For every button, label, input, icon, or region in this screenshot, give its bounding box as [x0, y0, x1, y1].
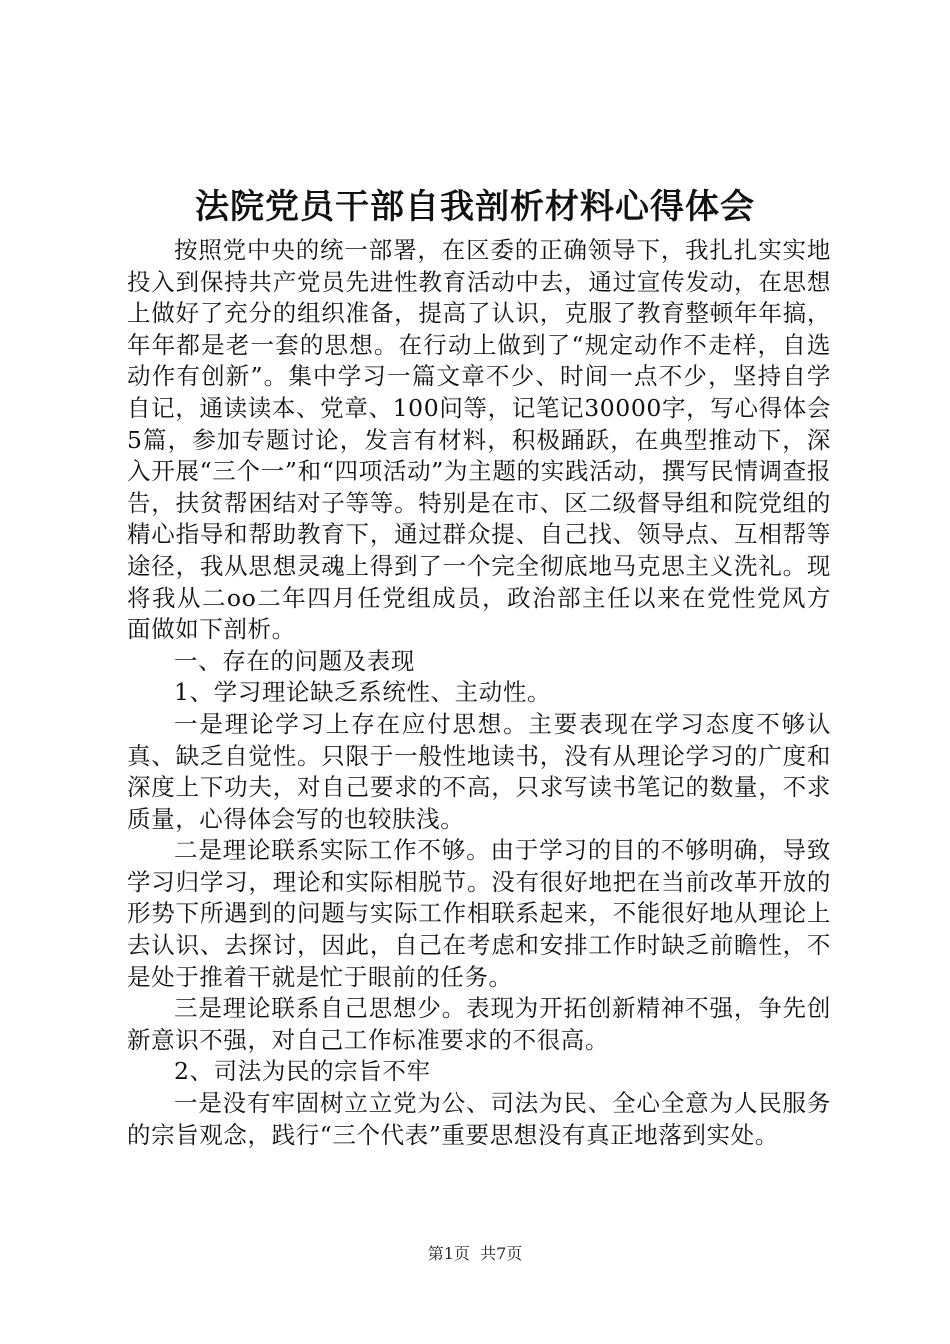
paragraph-point-three: 三是理论联系自己思想少。表现为开拓创新精神不强，争先创新意识不强，对自己工作标准要求的不很高。	[127, 994, 831, 1054]
section-heading-problems: 一、存在的问题及表现	[174, 646, 415, 675]
paragraph-judicial-point-one: 一是没有牢固树立立党为公、司法为民、全心全意为人民服务的宗旨观念，践行“三个代表”重要思想没有真正地落到实处。	[127, 1089, 831, 1149]
page-footer	[0, 1244, 950, 1264]
document-title: 法院党员干部自我剖析材料心得体会	[195, 187, 755, 227]
subsection-heading-judicial-service: 2、司法为民的宗旨不牢	[174, 1057, 431, 1086]
paragraph-intro: 按照党中央的统一部署，在区委的正确领导下，我扎扎实实地投入到保持共产党员先进性教育活动中去，通过宣传发动，在思想上做好了充分的组织准备，提高了认识，克服了教育整顿年年搞，年年都是老一套的思想。在行动上做到了“规定动作不走样，自选动作有创新”。集中学习一篇文章不少、时间一点不少，坚持自学自记，通读读本、党章、100问等，记笔记30000字，写心得体会5篇，参加专题讨论，发言有材料，积极踊跃，在典型推动下，深入开展“三个一”和“四项活动”为主题的实践活动，撰写民情调查报告，扶贫帮困结对子等等。特别是在市、区二级督导组和院党组的精心指导和帮助教育下，通过群众提、自己找、领导点、互相帮等途径，我从思想灵魂上得到了一个完全彻底地马克思主义洗礼。现将我从二oo二年四月任党组成员，政治部主任以来在党性党风方面做如下剖析。	[127, 236, 831, 644]
paragraph-point-one: 一是理论学习上存在应付思想。主要表现在学习态度不够认真、缺乏自觉性。只限于一般性地读书，没有从理论学习的广度和深度上下功夫，对自己要求的不高，只求写读书笔记的数量，不求质量，心得体会写的也较肤浅。	[127, 709, 831, 833]
subsection-heading-theory-study: 1、学习理论缺乏系统性、主动性。	[174, 678, 552, 707]
page-number: 第1页	[427, 1244, 470, 1263]
document-body	[127, 235, 831, 1151]
paragraph-point-two: 二是理论联系实际工作不够。由于学习的目的不够明确，导致学习归学习，理论和实际相脱节。没有很好地把在当前改革开放的形势下所遇到的问题与实际工作相联系起来，不能很好地从理论上去认识、去探讨，因此，自己在考虑和安排工作时缺乏前瞻性，不是处于推着干就是忙于眼前的任务。	[127, 836, 831, 991]
page-total: 共7页	[480, 1244, 523, 1263]
